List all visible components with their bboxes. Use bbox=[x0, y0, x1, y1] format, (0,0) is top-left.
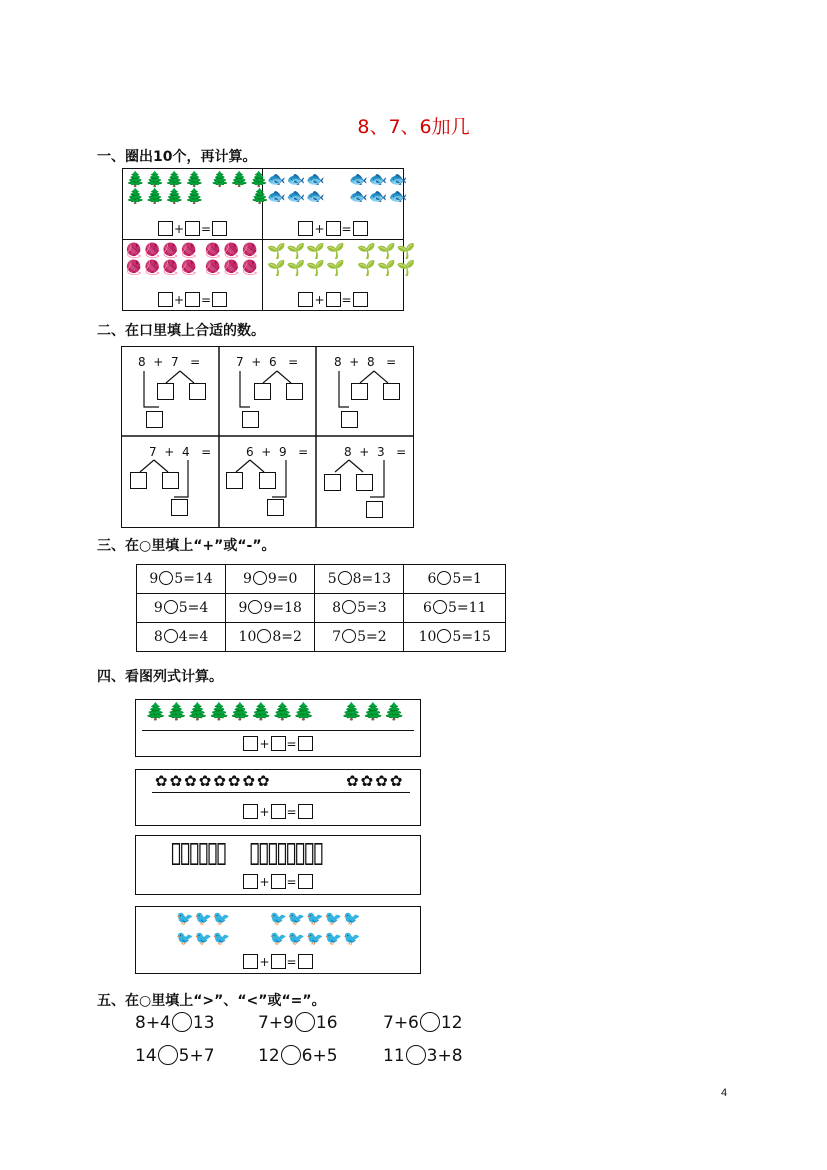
problem-expression: 7 + 6 = bbox=[236, 355, 299, 369]
table-cell: 10 5=15 bbox=[404, 623, 506, 652]
picture-frame-sticks bbox=[135, 835, 421, 895]
operator-circle[interactable] bbox=[437, 629, 451, 643]
compare-circle[interactable] bbox=[158, 1045, 178, 1065]
equation-row: + = bbox=[263, 221, 403, 236]
flower-icon: ✿ bbox=[155, 772, 170, 790]
table-cell: 9 5=14 bbox=[137, 565, 226, 594]
tree-icon: 🌲 bbox=[250, 187, 271, 205]
problem-expression: 8 + 3 = bbox=[344, 445, 407, 459]
grid-cell-fish bbox=[263, 169, 409, 240]
flower-icon: ✿ bbox=[346, 772, 361, 790]
compare-circle[interactable] bbox=[406, 1045, 426, 1065]
stick-icon: ▯ bbox=[294, 836, 304, 870]
answer-box[interactable] bbox=[324, 474, 341, 491]
flower-icon: ✿ bbox=[169, 772, 185, 790]
fish-icon: 🐟 bbox=[286, 170, 307, 188]
operator-circle[interactable] bbox=[338, 571, 352, 585]
bird-icon: 🐦 bbox=[212, 931, 232, 947]
bird-icon: 🐦 bbox=[343, 911, 362, 927]
tree-icon: 🌲 bbox=[230, 170, 250, 188]
section-1-heading: 一、圈出10个，再计算。 bbox=[97, 149, 257, 165]
answer-box[interactable] bbox=[212, 292, 227, 307]
bird-icon: 🐦 bbox=[269, 931, 288, 947]
answer-box[interactable] bbox=[298, 736, 313, 751]
grass-icon: 🌱 bbox=[326, 259, 346, 277]
fish-icon: 🐟 bbox=[267, 187, 287, 205]
tree-icon: 🌲 bbox=[145, 170, 166, 188]
yarn-icon: 🧶 bbox=[125, 260, 144, 276]
fish-icon: 🐟 bbox=[349, 170, 369, 188]
answer-box[interactable] bbox=[130, 472, 147, 489]
grass-icon: 🌱 bbox=[357, 259, 377, 277]
operator-circle[interactable] bbox=[164, 629, 178, 643]
answer-box[interactable] bbox=[259, 472, 276, 489]
stick-icon: ▯ bbox=[248, 836, 258, 870]
grass-icon: 🌱 bbox=[267, 242, 287, 260]
compare-item: 11 3+8 bbox=[383, 1046, 463, 1066]
yarn-icon: 🧶 bbox=[143, 260, 162, 276]
table-cell: 5 8=13 bbox=[315, 565, 404, 594]
equation-row: + = bbox=[136, 954, 420, 969]
tree-icon: 🌲 bbox=[145, 702, 167, 722]
grass-icon: 🌱 bbox=[376, 259, 397, 277]
answer-box[interactable] bbox=[341, 411, 358, 428]
yarn-icon: 🧶 bbox=[180, 260, 199, 276]
table-cell: 9 9=18 bbox=[226, 594, 315, 623]
flower-icon: ✿ bbox=[198, 772, 214, 790]
picture-frame-flowers bbox=[135, 769, 421, 826]
circle-ten-grid bbox=[122, 168, 417, 311]
answer-box[interactable] bbox=[226, 472, 243, 489]
tree-icon: 🌲 bbox=[272, 702, 294, 722]
compare-circle[interactable] bbox=[172, 1012, 192, 1032]
grass-icon: 🌱 bbox=[286, 259, 307, 277]
answer-box[interactable] bbox=[271, 736, 286, 751]
bird-icon: 🐦 bbox=[306, 931, 325, 947]
flower-icon: ✿ bbox=[360, 772, 376, 790]
tree-icon: 🌲 bbox=[249, 170, 270, 188]
answer-box[interactable] bbox=[298, 954, 313, 969]
stick-icon: ▯ bbox=[215, 836, 225, 870]
stick-icon: ▯ bbox=[266, 836, 276, 870]
yarn-icon: 🧶 bbox=[204, 243, 223, 259]
tree-icon: 🌲 bbox=[145, 187, 166, 205]
grass-icon: 🌱 bbox=[286, 242, 307, 260]
page-number: 4 bbox=[721, 1087, 728, 1099]
answer-box[interactable] bbox=[356, 474, 373, 491]
tree-icon: 🌲 bbox=[250, 702, 273, 722]
grass-icon: 🌱 bbox=[306, 242, 327, 260]
picture-frame-trees bbox=[135, 699, 421, 757]
tree-icon: 🌲 bbox=[293, 702, 315, 722]
operator-circle[interactable] bbox=[253, 571, 267, 585]
grass-icon: 🌱 bbox=[357, 242, 377, 260]
section-2-heading: 二、在口里填上合适的数。 bbox=[97, 323, 265, 339]
answer-box[interactable] bbox=[243, 954, 258, 969]
bird-icon: 🐦 bbox=[287, 931, 307, 947]
answer-box[interactable] bbox=[146, 411, 163, 428]
yarn-icon-group bbox=[125, 243, 260, 277]
stick-icon: ▯ bbox=[285, 836, 295, 870]
answer-box[interactable] bbox=[298, 804, 313, 819]
tree-icon-group bbox=[126, 171, 271, 205]
fish-icon: 🐟 bbox=[267, 170, 287, 188]
equation-row: + = bbox=[123, 292, 262, 307]
decompose-grid bbox=[121, 346, 414, 528]
table-cell: 7 5=2 bbox=[315, 623, 404, 652]
compare-circle[interactable] bbox=[281, 1045, 301, 1065]
equation-row: + = bbox=[136, 804, 420, 819]
stick-icon: ▯ bbox=[275, 836, 286, 870]
fish-icon: 🐟 bbox=[368, 187, 389, 205]
section-4-heading: 四、看图列式计算。 bbox=[97, 669, 223, 685]
compare-item: 12 6+5 bbox=[258, 1046, 338, 1066]
answer-box[interactable] bbox=[286, 383, 303, 400]
answer-box[interactable] bbox=[298, 221, 313, 236]
bird-icon: 🐦 bbox=[176, 931, 195, 947]
tree-icon: 🌲 bbox=[126, 170, 146, 188]
ground-line bbox=[142, 730, 414, 731]
page-title: 8、7、6加几 bbox=[357, 116, 470, 138]
yarn-icon: 🧶 bbox=[161, 243, 181, 259]
yarn-icon: 🧶 bbox=[204, 260, 223, 276]
grass-icon: 🌱 bbox=[376, 242, 397, 260]
compare-circle[interactable] bbox=[420, 1012, 440, 1032]
tree-icon: 🌲 bbox=[185, 187, 205, 205]
bird-icon: 🐦 bbox=[287, 911, 307, 927]
problem-expression: 8 + 8 = bbox=[334, 355, 397, 369]
answer-box[interactable] bbox=[185, 221, 200, 236]
grid-cell-grass bbox=[263, 240, 417, 310]
bird-icon: 🐦 bbox=[269, 911, 288, 927]
fish-icon: 🐟 bbox=[388, 170, 409, 188]
tree-icon: 🌲 bbox=[185, 170, 205, 188]
tree-icon: 🌲 bbox=[166, 702, 188, 722]
tree-icon: 🌲 bbox=[165, 170, 186, 188]
bird-icon: 🐦 bbox=[306, 911, 325, 927]
section-5-heading: 五、在○里填上“>”、“<”或“=”。 bbox=[97, 993, 326, 1009]
tree-icon: 🌲 bbox=[210, 170, 231, 188]
answer-box[interactable] bbox=[271, 874, 286, 889]
equation-row: + = bbox=[136, 736, 420, 751]
grass-icon-group bbox=[267, 243, 416, 277]
tree-icon: 🌲 bbox=[187, 702, 209, 722]
answer-box[interactable] bbox=[157, 383, 174, 400]
fish-icon: 🐟 bbox=[286, 187, 307, 205]
ground-line bbox=[152, 792, 410, 793]
operator-circle[interactable] bbox=[433, 600, 447, 614]
bird-icon: 🐦 bbox=[343, 931, 362, 947]
answer-box[interactable] bbox=[353, 221, 368, 236]
fish-icon: 🐟 bbox=[306, 187, 327, 205]
stick-icon: ▯ bbox=[188, 836, 198, 870]
flower-icon: ✿ bbox=[389, 772, 405, 790]
flower-icon: ✿ bbox=[227, 772, 243, 790]
answer-box[interactable] bbox=[353, 292, 368, 307]
flower-icon: ✿ bbox=[213, 772, 228, 790]
answer-box[interactable] bbox=[271, 804, 286, 819]
tree-icon-group bbox=[145, 704, 405, 721]
answer-box[interactable] bbox=[243, 736, 258, 751]
yarn-icon: 🧶 bbox=[222, 243, 242, 259]
bird-icon: 🐦 bbox=[194, 931, 213, 947]
grid-cell-trees bbox=[123, 169, 271, 240]
grid-cell-yarn bbox=[123, 240, 263, 310]
tree-icon: 🌲 bbox=[126, 187, 146, 205]
stick-icon: ▯ bbox=[197, 836, 207, 870]
bird-icon: 🐦 bbox=[194, 911, 213, 927]
answer-box[interactable] bbox=[162, 472, 179, 489]
table-cell: 8 5=3 bbox=[315, 594, 404, 623]
answer-box[interactable] bbox=[326, 221, 341, 236]
fish-icon: 🐟 bbox=[349, 187, 369, 205]
operator-circle[interactable] bbox=[248, 600, 262, 614]
table-cell: 8 4=4 bbox=[137, 623, 226, 652]
table-row bbox=[137, 594, 506, 623]
yarn-icon: 🧶 bbox=[222, 260, 242, 276]
answer-box[interactable] bbox=[383, 383, 400, 400]
table-cell: 6 5=11 bbox=[404, 594, 506, 623]
bird-icon-group bbox=[176, 909, 362, 949]
answer-box[interactable] bbox=[212, 221, 227, 236]
tree-icon: 🌲 bbox=[362, 702, 384, 722]
yarn-icon: 🧶 bbox=[143, 243, 162, 259]
stick-icon: ▯ bbox=[179, 836, 189, 870]
operator-circle[interactable] bbox=[257, 629, 271, 643]
answer-box[interactable] bbox=[271, 954, 286, 969]
section-3-heading: 三、在○里填上“+”或“-”。 bbox=[97, 538, 276, 554]
answer-box[interactable] bbox=[326, 292, 341, 307]
answer-box[interactable] bbox=[242, 411, 259, 428]
answer-box[interactable] bbox=[243, 804, 258, 819]
grass-icon: 🌱 bbox=[396, 242, 417, 260]
problem-expression: 6 + 9 = bbox=[246, 445, 309, 459]
table-cell: 9 9=0 bbox=[226, 565, 315, 594]
stick-icon-group bbox=[170, 836, 322, 870]
answer-box[interactable] bbox=[366, 501, 383, 518]
stick-icon: ▯ bbox=[312, 836, 322, 870]
compare-item: 8+4 13 bbox=[135, 1013, 215, 1033]
tree-icon: 🌲 bbox=[229, 702, 251, 722]
fish-icon: 🐟 bbox=[388, 187, 409, 205]
fish-icon: 🐟 bbox=[368, 170, 389, 188]
yarn-icon: 🧶 bbox=[241, 243, 260, 259]
problem-expression: 8 + 7 = bbox=[138, 355, 201, 369]
operator-circle[interactable] bbox=[342, 600, 356, 614]
operator-circle[interactable] bbox=[159, 571, 173, 585]
stick-icon: ▯ bbox=[170, 836, 180, 870]
compare-item: 7+9 16 bbox=[258, 1013, 338, 1033]
yarn-icon: 🧶 bbox=[241, 260, 260, 276]
stick-icon: ▯ bbox=[206, 836, 216, 870]
yarn-icon: 🧶 bbox=[180, 243, 199, 259]
fish-icon-group bbox=[267, 171, 408, 205]
answer-box[interactable] bbox=[267, 499, 284, 516]
stick-icon: ▯ bbox=[257, 836, 267, 870]
answer-box[interactable] bbox=[243, 874, 258, 889]
bird-icon: 🐦 bbox=[176, 911, 195, 927]
equation-row: + = bbox=[123, 221, 262, 236]
flower-icon: ✿ bbox=[375, 772, 390, 790]
tree-icon: 🌲 bbox=[383, 702, 405, 722]
bird-icon: 🐦 bbox=[324, 931, 344, 947]
stick-icon: ▯ bbox=[303, 836, 313, 870]
answer-box[interactable] bbox=[158, 292, 173, 307]
answer-box[interactable] bbox=[189, 383, 206, 400]
tree-icon: 🌲 bbox=[165, 187, 186, 205]
flower-icon: ✿ bbox=[242, 772, 258, 790]
compare-item: 14 5+7 bbox=[135, 1046, 215, 1066]
operator-circle[interactable] bbox=[164, 600, 178, 614]
table-cell: 10 8=2 bbox=[226, 623, 315, 652]
yarn-icon: 🧶 bbox=[125, 243, 144, 259]
grass-icon: 🌱 bbox=[306, 259, 327, 277]
bird-icon: 🐦 bbox=[324, 911, 344, 927]
equation-row: + = bbox=[263, 292, 403, 307]
flower-icon: ✿ bbox=[257, 772, 272, 790]
operator-circle[interactable] bbox=[342, 629, 356, 643]
answer-box[interactable] bbox=[185, 292, 200, 307]
tree-icon: 🌲 bbox=[341, 702, 363, 722]
grass-icon: 🌱 bbox=[326, 242, 346, 260]
fish-icon: 🐟 bbox=[306, 170, 327, 188]
picture-frame-birds bbox=[135, 906, 421, 974]
tree-icon: 🌲 bbox=[208, 702, 230, 722]
table-cell: 6 5=1 bbox=[404, 565, 506, 594]
table-cell: 9 5=4 bbox=[137, 594, 226, 623]
answer-box[interactable] bbox=[254, 383, 271, 400]
compare-item: 7+6 12 bbox=[383, 1013, 463, 1033]
answer-box[interactable] bbox=[298, 874, 313, 889]
answer-box[interactable] bbox=[351, 383, 368, 400]
operator-circle[interactable] bbox=[437, 571, 451, 585]
equation-row: + = bbox=[136, 874, 420, 889]
bird-icon: 🐦 bbox=[212, 911, 232, 927]
table-row bbox=[137, 623, 506, 652]
compare-circle[interactable] bbox=[295, 1012, 315, 1032]
answer-box[interactable] bbox=[171, 499, 188, 516]
flower-icon: ✿ bbox=[184, 772, 199, 790]
flower-icon-group bbox=[155, 773, 404, 790]
answer-box[interactable] bbox=[298, 292, 313, 307]
table-row bbox=[137, 565, 506, 594]
grass-icon: 🌱 bbox=[396, 259, 417, 277]
plus-minus-table bbox=[136, 564, 506, 652]
grass-icon: 🌱 bbox=[267, 259, 287, 277]
yarn-icon: 🧶 bbox=[161, 260, 181, 276]
answer-box[interactable] bbox=[158, 221, 173, 236]
problem-expression: 7 + 4 = bbox=[149, 445, 212, 459]
